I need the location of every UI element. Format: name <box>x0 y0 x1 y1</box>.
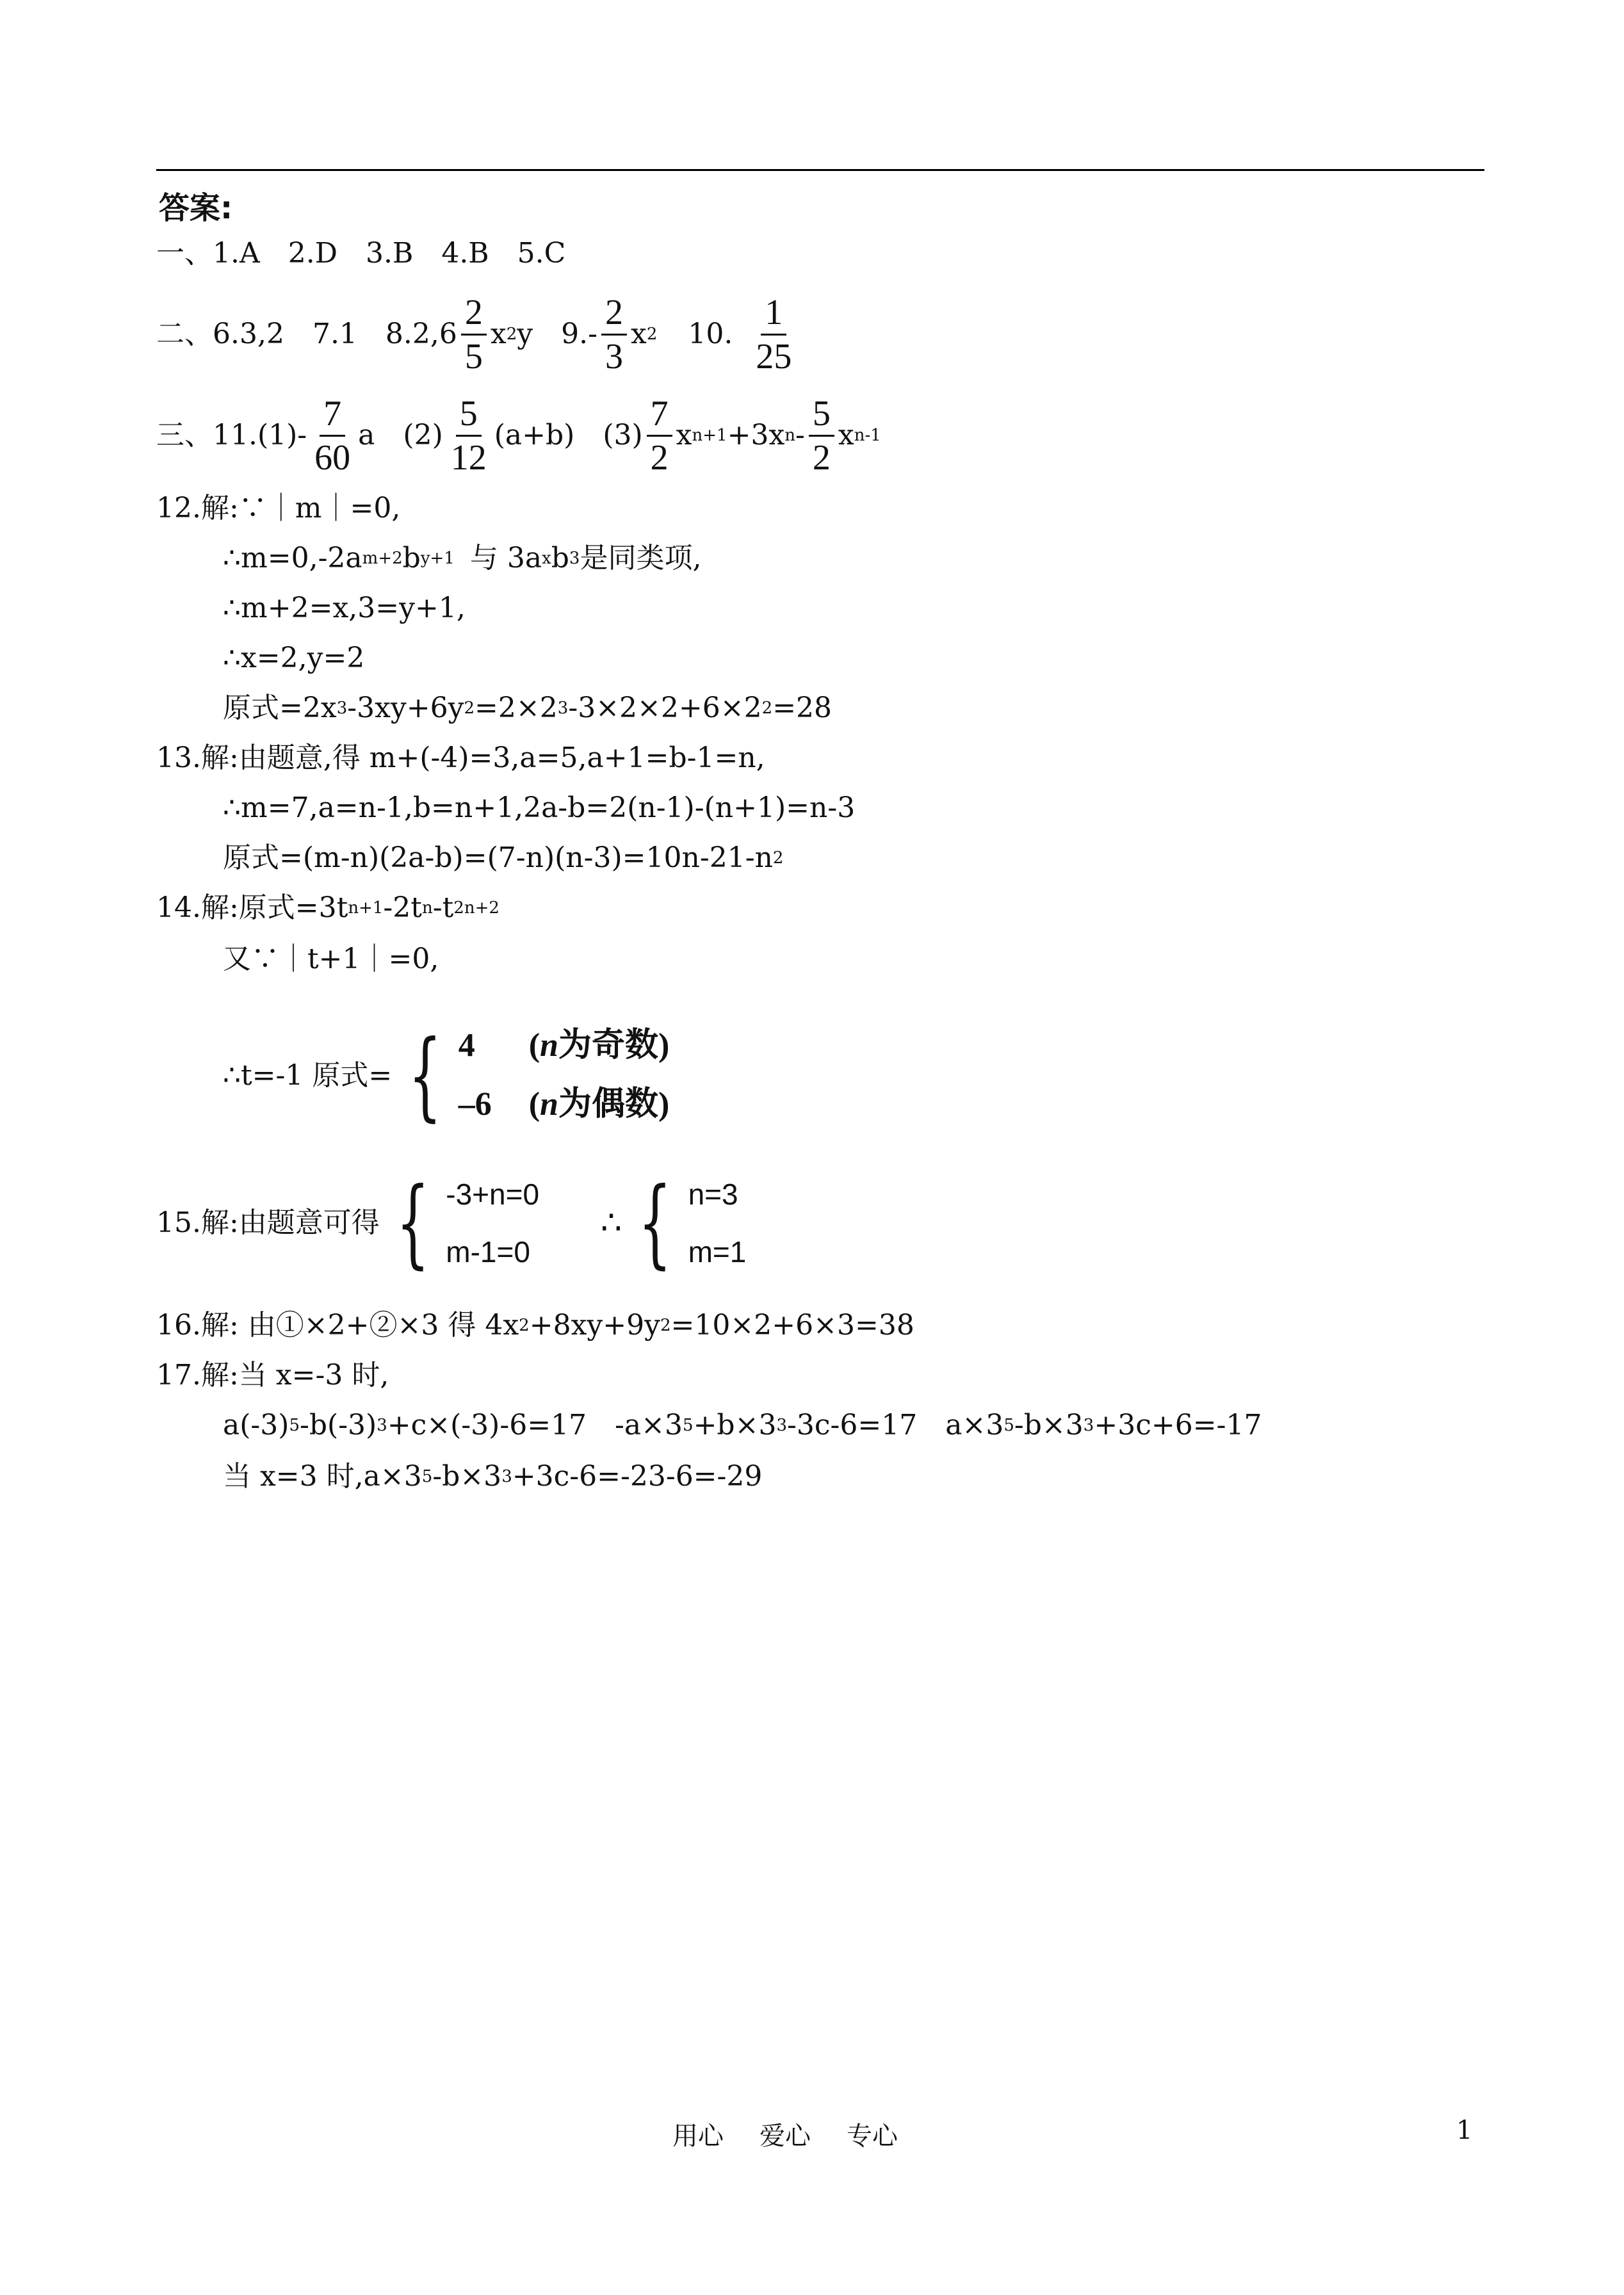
section-2-text-a: 二、6.3,2 7.1 8.2,6 <box>156 318 457 350</box>
q14-text-1c: -t <box>432 891 454 924</box>
case-value: 4 <box>458 1027 475 1064</box>
section-1-text: 一、1.A 2.D 3.B 4.B 5.C <box>156 237 566 270</box>
q17-text-3b: -b×3 <box>432 1460 502 1493</box>
case-value: –6 <box>458 1086 492 1123</box>
section-3-text-e: x <box>838 419 854 451</box>
q17-text-2f: -b×3 <box>1014 1409 1084 1441</box>
q16-line: 16.解: 由①×2+②×3 得 4x 2 +8xy+9y 2 =10×2+6×3=38 <box>156 1306 914 1345</box>
q13-line-3: 原式=(m-n)(2a-b)=(7-n)(n-3)=10n-21-n 2 <box>223 839 783 877</box>
q12-text-2c: 与 3a <box>469 542 542 574</box>
q12-text-2e: 是同类项, <box>580 542 702 574</box>
footer-text: 用心 <box>672 2121 724 2151</box>
q14-line-2 <box>223 940 439 978</box>
q14-case-odd <box>459 1017 670 1076</box>
q16-text-b: +8xy+9y <box>529 1309 660 1342</box>
solution: n=3 <box>688 1178 738 1211</box>
fraction-7-60: $\frac{7}{60}$ <box>314 393 351 478</box>
q17-text-3a: 当 x=3 时,a×3 <box>223 1460 422 1493</box>
q17-text-2d: +b×3 <box>693 1409 777 1441</box>
q13-line-1 <box>156 739 765 777</box>
q17-line-3: 当 x=3 时,a×3 5 -b×3 3 +3c-6=-23-6=-29 <box>223 1457 762 1496</box>
case-condition: (n为奇数) <box>528 1027 670 1064</box>
q12-text-2a: ∴m=0,-2a <box>223 542 362 574</box>
q14-text-3: ∴t=-1 原式= <box>223 1059 393 1092</box>
solution: m=1 <box>688 1235 747 1269</box>
section-3-text-d2: +3x <box>727 419 785 451</box>
q15-solutions <box>688 1165 747 1281</box>
fraction-5-2: $\frac{5}{2}$ <box>809 393 834 479</box>
q12-text-5e: =28 <box>772 692 832 724</box>
section-2-text-b2: y 9.- <box>517 318 597 350</box>
q17-text-2a: a(-3) <box>223 1409 289 1441</box>
section-3-text-c: (a+b) (3) <box>494 419 643 451</box>
q15-text-1: 15.解:由题意可得 <box>156 1206 380 1239</box>
q14-piecewise <box>223 1012 669 1140</box>
q17-text-2e: -3c-6=17 a×3 <box>787 1409 1004 1441</box>
q17-text-2b: -b(-3) <box>299 1409 377 1441</box>
q12-text-1: 12.解:∵｜m｜=0, <box>156 492 401 524</box>
q12-line-1 <box>156 489 400 528</box>
equation: -3+n=0 <box>446 1178 540 1211</box>
q17-text-2g: +3c+6=-17 <box>1094 1409 1262 1441</box>
q12-text-5d: -3×2×2+6×2 <box>568 692 762 724</box>
section-3-text-d3: - <box>795 419 805 451</box>
section-3-line: 三、11.(1)- $\frac{7}{60}$ a (2) $\frac{5}{12}$ (a+b) (3) $\frac{7}{2}$ x n+1 +3x n - $\frac{5}{2}$ x n-1 <box>156 393 881 478</box>
q12-text-3: ∴m+2=x,3=y+1, <box>223 592 466 624</box>
left-brace-icon: { <box>396 1167 430 1279</box>
left-brace-icon: { <box>638 1167 672 1279</box>
q13-text-3a: 原式=(m-n)(2a-b)=(7-n)(n-3)=10n-21-n <box>223 841 773 874</box>
page-number: 1 <box>1456 2116 1473 2145</box>
q16-text-a: 16.解: 由①×2+②×3 得 4x <box>156 1309 519 1342</box>
section-1-line <box>156 234 565 273</box>
q12-text-5b: -3xy+6y <box>347 692 464 724</box>
q14-text-2: 又∵｜t+1｜=0, <box>223 943 439 975</box>
q12-text-5c: =2×2 <box>475 692 558 724</box>
q14-text-1b: -2t <box>383 891 422 924</box>
q12-text-4: ∴x=2,y=2 <box>223 642 365 674</box>
footer-text: 爱心 <box>759 2121 811 2151</box>
q12-text-2d: b <box>551 542 569 574</box>
therefore-symbol: ∴ <box>601 1204 622 1242</box>
fraction-1-25: $\frac{1}{25}$ <box>756 292 792 377</box>
q17-text-1: 17.解:当 x=-3 时, <box>156 1359 389 1391</box>
q13-line-2 <box>223 789 855 827</box>
q14-line-1: 14.解:原式=3t n+1 -2t n -t 2n+2 <box>156 889 499 927</box>
q12-line-5: 原式=2x 3 -3xy+6y 2 =2×2 3 -3×2×2+6×2 2 =28 <box>223 689 832 727</box>
q15-equations <box>446 1165 539 1281</box>
q12-line-2: ∴m=0,-2a m+2 b y+1 与 3a x b 3 是同类项, <box>223 539 701 578</box>
q14-text-1a: 14.解:原式=3t <box>156 891 348 924</box>
q12-line-4 <box>223 639 364 677</box>
q17-text-3c: +3c-6=-23-6=-29 <box>512 1460 763 1493</box>
q17-line-2: a(-3) 5 -b(-3) 3 +c×(-3)-6=17 -a×3 5 +b×3 3 -3c-6=17 a×3 5 -b×3 3 +3c+6=-17 <box>223 1406 1262 1445</box>
fraction-2-5: $\frac{2}{5}$ <box>461 291 487 378</box>
q17-line-1 <box>156 1356 389 1395</box>
q14-cases <box>459 1017 670 1135</box>
left-brace-icon: { <box>408 1020 443 1131</box>
section-3-text-a: 三、11.(1)- <box>156 419 307 451</box>
q12-line-3 <box>223 589 466 628</box>
section-2-line: 二、6.3,2 7.1 8.2,6 $\frac{2}{5}$ x 2 y 9.- $\frac{2}{3}$ x 2 10. $\frac{1}{25}$ <box>156 283 799 385</box>
section-3-text-b: a (2) <box>358 419 443 451</box>
q17-text-2c: +c×(-3)-6=17 -a×3 <box>387 1409 683 1441</box>
q15-line <box>156 1159 746 1287</box>
answers-heading: 答案: <box>159 190 233 226</box>
page-footer <box>672 2116 934 2152</box>
section-2-text-c: x <box>630 318 647 350</box>
q13-text-1: 13.解:由题意,得 m+(-4)=3,a=5,a+1=b-1=n, <box>156 742 765 774</box>
equation: m-1=0 <box>446 1235 530 1269</box>
fraction-2-3: $\frac{2}{3}$ <box>601 291 627 378</box>
q12-text-5a: 原式=2x <box>223 692 337 724</box>
q12-text-2b: b <box>402 542 421 574</box>
q16-text-c: =10×2+6×3=38 <box>670 1309 914 1342</box>
section-3-text-d1: x <box>676 419 692 451</box>
section-2-text-b: x <box>490 318 507 350</box>
footer-text: 专心 <box>847 2121 898 2151</box>
fraction-5-12: $\frac{5}{12}$ <box>450 393 487 478</box>
section-2-text-d: 10. <box>688 318 733 350</box>
header-rule <box>156 169 1484 171</box>
q14-case-even <box>459 1076 670 1135</box>
case-condition: (n为偶数) <box>528 1086 670 1123</box>
q13-text-2: ∴m=7,a=n-1,b=n+1,2a-b=2(n-1)-(n+1)=n-3 <box>223 791 856 824</box>
fraction-7-2: $\frac{7}{2}$ <box>647 393 672 479</box>
